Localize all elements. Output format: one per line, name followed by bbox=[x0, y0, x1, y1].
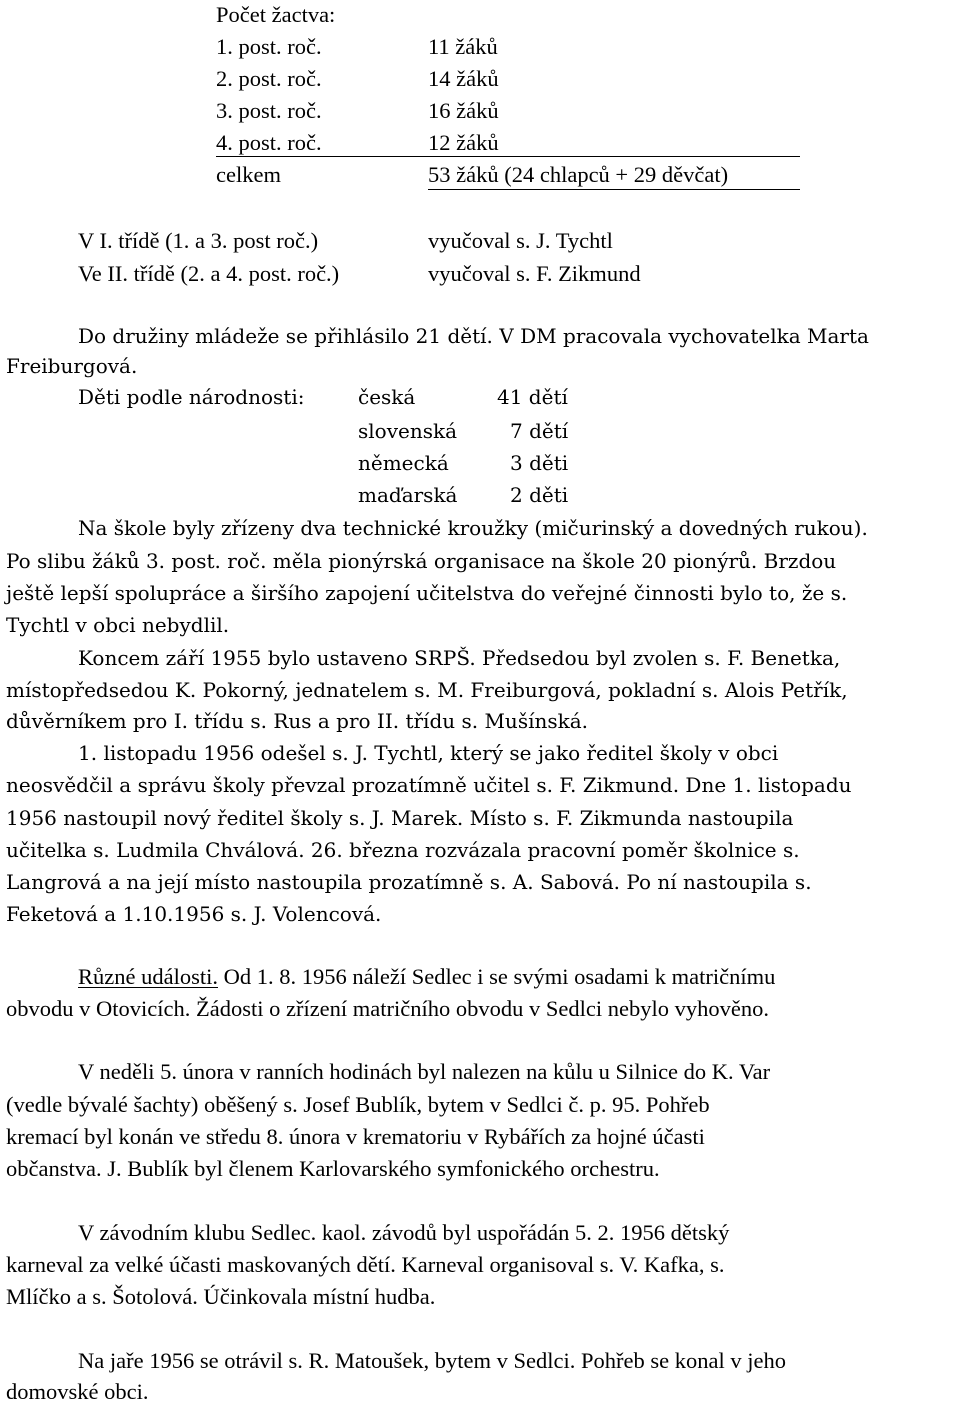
paragraph-line: občanstva. J. Bublík byl členem Karlovarského symfonického orchestru. bbox=[6, 1156, 660, 1181]
paragraph-line: Freiburgová. bbox=[6, 354, 138, 378]
paragraph-line: (vedle bývalé šachty) oběšený s. Josef Bublík, bytem v Sedlci č. p. 95. Pohřeb bbox=[6, 1092, 710, 1117]
paragraph-line: Koncem září 1955 bylo ustaveno SRPŠ. Předsedou byl zvolen s. F. Benetka, bbox=[78, 646, 841, 670]
paragraph-line: 1. listopadu 1956 odešel s. J. Tychtl, který se jako ředitel školy v obci bbox=[78, 741, 779, 765]
pupil-count-year-value: 11 žáků bbox=[428, 34, 498, 59]
pupil-count-year-label: 2. post. roč. bbox=[216, 66, 322, 91]
paragraph-line: Feketová a 1.10.1956 s. J. Volencová. bbox=[6, 902, 382, 926]
nationality-count: 7 dětí bbox=[510, 419, 569, 443]
paragraph-line: Tychtl v obci nebydlil. bbox=[6, 613, 230, 637]
pupil-count-year-label: 4. post. roč. bbox=[216, 130, 322, 155]
pupil-count-year-value: 14 žáků bbox=[428, 66, 499, 91]
pupil-count-year-value: 12 žáků bbox=[428, 130, 499, 155]
paragraph-line: Do družiny mládeže se přihlásilo 21 dětí. V DM pracovala vychovatelka Marta bbox=[78, 324, 869, 348]
pupil-count-year-value: 16 žáků bbox=[428, 98, 499, 123]
pupil-count-year-label: 3. post. roč. bbox=[216, 98, 322, 123]
paragraph-line: důvěrníkem pro I. třídu s. Rus a pro II. třídu s. Mušínská. bbox=[6, 709, 589, 733]
paragraph-line bbox=[78, 966, 775, 989]
paragraph-line: Langrová a na její místo nastoupila prozatímně s. A. Sabová. Po ní nastoupila s. bbox=[6, 870, 812, 894]
paragraph-line: V závodním klubu Sedlec. kaol. závodů byl uspořádán 5. 2. 1956 dětský bbox=[78, 1220, 730, 1245]
paragraph-line: učitelka s. Ludmila Chválová. 26. března rozvázala pracovní poměr školnice s. bbox=[6, 838, 800, 862]
paragraph-line: obvodu v Otovicích. Žádosti o zřízení matričního obvodu v Sedlci nebylo vyhověno. bbox=[6, 996, 769, 1021]
nationality-name: slovenská bbox=[358, 419, 458, 443]
paragraph-line: karneval za velké účasti maskovaných dětí. Karneval organisoval s. V. Kafka, s. bbox=[6, 1252, 725, 1277]
paragraph-line: domovské obci. bbox=[6, 1379, 149, 1404]
pupil-count-total-label: celkem bbox=[216, 162, 281, 187]
paragraph-line: Na škole byly zřízeny dva technické kroužky (mičurinský a dovedných rukou). bbox=[78, 516, 868, 540]
paragraph-line: neosvědčil a správu školy převzal prozatímně učitel s. F. Zikmund. Dne 1. listopadu bbox=[6, 773, 852, 797]
class-teacher: vyučoval s. F. Zikmund bbox=[428, 261, 641, 286]
paragraph-text: Od 1. 8. 1956 náleží Sedlec i se svými osadami k matričnímu bbox=[217, 964, 776, 989]
nationality-name: německá bbox=[358, 451, 449, 475]
class-label: Ve II. třídě (2. a 4. post. roč.) bbox=[78, 261, 340, 286]
paragraph-line: Na jaře 1956 se otrávil s. R. Matoušek, bytem v Sedlci. Pohřeb se konal v jeho bbox=[78, 1348, 786, 1373]
paragraph-line: V neděli 5. února v ranních hodinách byl nalezen na kůlu u Silnice do K. Var bbox=[78, 1059, 771, 1084]
nationality-name: maďarská bbox=[358, 483, 458, 507]
pupil-count-heading: Počet žactva: bbox=[216, 2, 336, 27]
sum-rule bbox=[216, 156, 800, 157]
total-underline bbox=[428, 189, 800, 190]
nationality-label: Děti podle národnosti: bbox=[78, 385, 305, 409]
nationality-count: 41 dětí bbox=[497, 385, 568, 409]
class-label: V I. třídě (1. a 3. post roč.) bbox=[78, 228, 319, 253]
paragraph-line: 1956 nastoupil nový ředitel školy s. J. Marek. Místo s. F. Zikmunda nastoupila bbox=[6, 806, 794, 830]
pupil-count-total-value: 53 žáků (24 chlapců + 29 děvčat) bbox=[428, 162, 729, 187]
paragraph-line: kremací byl konán ve středu 8. února v krematoriu v Rybářích za hojné účasti bbox=[6, 1124, 705, 1149]
nationality-count: 3 děti bbox=[510, 451, 569, 475]
pupil-count-year-label: 1. post. roč. bbox=[216, 34, 322, 59]
paragraph-line: ještě lepší spolupráce a širšího zapojení učitelstva do veřejné činnosti bylo to, že s. bbox=[6, 581, 848, 605]
paragraph-line: Mlíčko a s. Šotolová. Účinkovala místní hudba. bbox=[6, 1284, 436, 1309]
nationality-count: 2 děti bbox=[510, 483, 569, 507]
paragraph-line: Po slibu žáků 3. post. roč. měla pionýrská organisace na škole 20 pionýrů. Brzdou bbox=[6, 549, 837, 573]
nationality-name: česká bbox=[358, 385, 416, 409]
class-teacher: vyučoval s. J. Tychtl bbox=[428, 228, 613, 253]
section-heading: Různé události. bbox=[78, 964, 218, 989]
paragraph-line: místopředsedou K. Pokorný, jednatelem s. M. Freiburgová, pokladní s. Alois Petřík, bbox=[6, 678, 848, 702]
